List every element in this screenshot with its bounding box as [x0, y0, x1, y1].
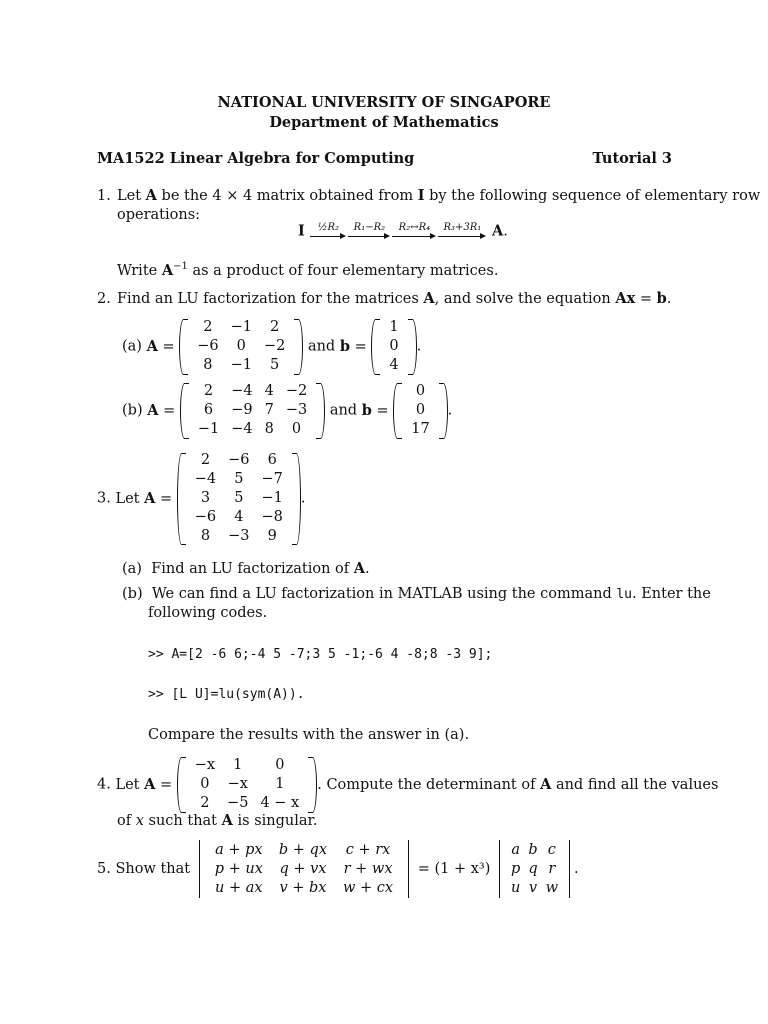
- matrix-row: [189, 489, 289, 508]
- matrix-cell: 2: [270, 319, 280, 335]
- matrix-cell: −1: [261, 490, 283, 506]
- q1-write: Write $A^{-1}$ as a product of four elementary matrices.: [117, 261, 499, 279]
- matrix-cell: −4: [231, 383, 253, 399]
- matrix-cell: 7: [264, 402, 274, 418]
- matrix-row: [383, 337, 404, 356]
- matrix-cell: 9: [267, 528, 277, 544]
- matrix-cell: 8: [200, 528, 211, 544]
- matrix-row: [507, 860, 562, 879]
- matrix-cell: −4: [231, 421, 253, 437]
- matrix-row: [189, 756, 305, 775]
- matrix-cell: −3: [228, 528, 250, 544]
- matrix-cell: 1: [233, 757, 243, 773]
- matrix-cell: 0: [415, 383, 426, 399]
- q3: 3. Let A = 2 −6 6 −4 5 −7 3 5 −1 −6 4 −8 8 −3 9 .: [97, 452, 306, 544]
- matrix-cell: a + px: [215, 841, 263, 858]
- matrix-cell: 4: [389, 357, 399, 373]
- matrix-cell: u + ax: [215, 879, 263, 896]
- matrix-cell: v: [528, 879, 538, 896]
- matrix-cell: 0: [415, 402, 426, 418]
- matrix-cell: −7: [261, 471, 283, 487]
- matrix-cell: b: [528, 841, 538, 858]
- matrix-row: [507, 879, 562, 898]
- matrix-cell: −3: [285, 402, 308, 418]
- matrix-cell: 0: [389, 338, 399, 354]
- matrix-row: [189, 508, 289, 527]
- matrix-row: [189, 794, 305, 813]
- matrix-cell: 4: [234, 509, 244, 525]
- matrix-cell: 2: [203, 383, 214, 399]
- matrix-row: [207, 860, 401, 879]
- matrix-cell: p: [510, 860, 521, 877]
- matrix-row: [405, 420, 435, 439]
- matrix-cell: 2: [200, 452, 211, 468]
- q3b-line2: following codes.: [148, 605, 268, 621]
- matrix-cell: 4 − x: [260, 795, 300, 811]
- matrix-cell: 0: [236, 338, 246, 354]
- matrix-row: [405, 382, 435, 401]
- matrix-cell: −2: [263, 338, 286, 354]
- matrix-cell: 1: [275, 776, 285, 792]
- arrow-op-2: R₁−R₂: [348, 222, 390, 241]
- matrix-cell: −1: [230, 357, 252, 373]
- matrix-cell: −6: [228, 452, 250, 468]
- matrix-cell: p + ux: [214, 860, 263, 877]
- matrix-cell: 5: [270, 357, 280, 373]
- matrix-row: [192, 401, 313, 420]
- q5-left-determinant: [195, 840, 413, 898]
- matrix-cell: −2: [285, 383, 308, 399]
- matrix-cell: 5: [234, 490, 244, 506]
- matrix-cell: 5: [234, 471, 244, 487]
- matrix-cell: 8: [264, 421, 274, 437]
- matrix-cell: 17: [411, 421, 430, 437]
- q3-matrix: [177, 451, 301, 546]
- matrix-cell: r: [548, 860, 556, 877]
- matrix-cell: a: [511, 841, 520, 858]
- q2-text: Find an LU factorization for the matrices A, and solve the equation Ax = b.: [117, 290, 672, 307]
- matrix-cell: w: [545, 879, 559, 896]
- matrix-cell: q + vx: [279, 860, 327, 877]
- matrix-row: [189, 470, 289, 489]
- q2a-matrix: [179, 318, 303, 375]
- q1-line2: operations:: [117, 207, 201, 223]
- matrix-cell: 8: [203, 357, 213, 373]
- matrix-cell: c + rx: [345, 841, 391, 858]
- matrix-cell: −4: [194, 471, 217, 487]
- matrix-cell: −6: [194, 509, 217, 525]
- q1-number: 1.: [97, 188, 111, 204]
- matrix-row: [191, 337, 291, 356]
- q3a: (a) Find an LU factorization of A.: [122, 560, 370, 577]
- matrix-cell: −1: [197, 421, 220, 437]
- matrix-cell: 1: [389, 319, 399, 335]
- matrix-cell: −8: [261, 509, 283, 525]
- matrix-cell: 6: [267, 452, 277, 468]
- q2-number: 2.: [97, 291, 111, 307]
- matrix-row: [383, 356, 404, 375]
- matrix-row: [189, 451, 289, 470]
- matrix-cell: 2: [200, 795, 210, 811]
- tutorial-number: Tutorial 3: [592, 150, 672, 167]
- q4-line2: of x such that A is singular.: [117, 812, 318, 829]
- matrix-cell: b + qx: [278, 841, 328, 858]
- q5-right-determinant: [495, 840, 574, 898]
- department-name: Department of Mathematics: [269, 114, 499, 131]
- matrix-cell: −x: [227, 776, 248, 792]
- matrix-row: [189, 527, 289, 546]
- q3b-line1: (b) We can find a LU factorization in MATLAB using the command lu. Enter the: [122, 586, 711, 602]
- q3-compare: Compare the results with the answer in (a).: [148, 727, 470, 743]
- matrix-row: [507, 841, 562, 860]
- matrix-row: [189, 775, 305, 794]
- matrix-row: [191, 356, 291, 375]
- matrix-cell: q: [528, 860, 538, 877]
- university-name: NATIONAL UNIVERSITY OF SINGAPORE: [217, 94, 551, 111]
- matrix-cell: 0: [200, 776, 210, 792]
- matrix-row: [405, 401, 435, 420]
- matrix-cell: 2: [203, 319, 213, 335]
- q2a-b-vector: [371, 318, 416, 375]
- matlab-code-line-2: >> [L U]=lu(sym(A)).: [148, 687, 305, 702]
- q5: 5. Show that a + px b + qx c + rx p + ux q + vx r + wx u + ax v + bx w + cx = (1 + x³) a b c p q r u v w .: [97, 840, 579, 898]
- arrow-op-4: R₃+3R₁: [438, 222, 486, 241]
- matrix-cell: 4: [264, 383, 274, 399]
- q1-line1: Let A be the 4 × 4 matrix obtained from I by the following sequence of elementary row: [117, 187, 761, 204]
- matrix-cell: −1: [230, 319, 252, 335]
- matrix-cell: 3: [200, 490, 211, 506]
- matrix-cell: 0: [275, 757, 285, 773]
- q2b: (b) A = 2 −4 4 −2 6 −9 7 −3 −1 −4 8 0 and b = 0 0 17 .: [122, 383, 453, 437]
- matrix-row: [191, 318, 291, 337]
- matrix-cell: u: [510, 879, 521, 896]
- q4: 4. Let A = −x 1 0 0 −x 1 2 −5 4 − x . Compute the determinant of A and find all the values: [97, 757, 719, 811]
- matrix-cell: 6: [203, 402, 214, 418]
- matrix-row: [207, 841, 401, 860]
- matrix-cell: w + cx: [343, 879, 394, 896]
- matrix-cell: 0: [291, 421, 302, 437]
- matrix-cell: −9: [231, 402, 253, 418]
- q2b-matrix: [180, 382, 325, 439]
- q2a: (a) A = 2 −1 2 −6 0 −2 8 −1 5 and b = 1 0 4 .: [122, 319, 422, 373]
- matrix-cell: −6: [197, 338, 219, 354]
- q2b-b-vector: [393, 382, 447, 439]
- matlab-code-line-1: >> A=[2 -6 6;-4 5 -7;3 5 -1;-6 4 -8;8 -3 9];: [148, 647, 493, 662]
- arrow-op-1: ½R₂: [310, 222, 346, 241]
- matrix-row: [192, 382, 313, 401]
- matrix-cell: −5: [227, 795, 249, 811]
- matrix-cell: v + bx: [279, 879, 327, 896]
- matrix-cell: c: [547, 841, 556, 858]
- matrix-cell: −x: [194, 757, 216, 773]
- matrix-row: [207, 879, 401, 898]
- q4-matrix: [177, 756, 317, 813]
- matrix-row: [192, 420, 313, 439]
- row-operation-sequence: I ½R₂ R₁−R₂ R₂↔R₄ R₃+3R₁ A.: [298, 222, 508, 240]
- matrix-row: [383, 318, 404, 337]
- matrix-cell: r + wx: [343, 860, 393, 877]
- arrow-op-3: R₂↔R₄: [392, 222, 436, 241]
- course-title: MA1522 Linear Algebra for Computing: [97, 150, 415, 167]
